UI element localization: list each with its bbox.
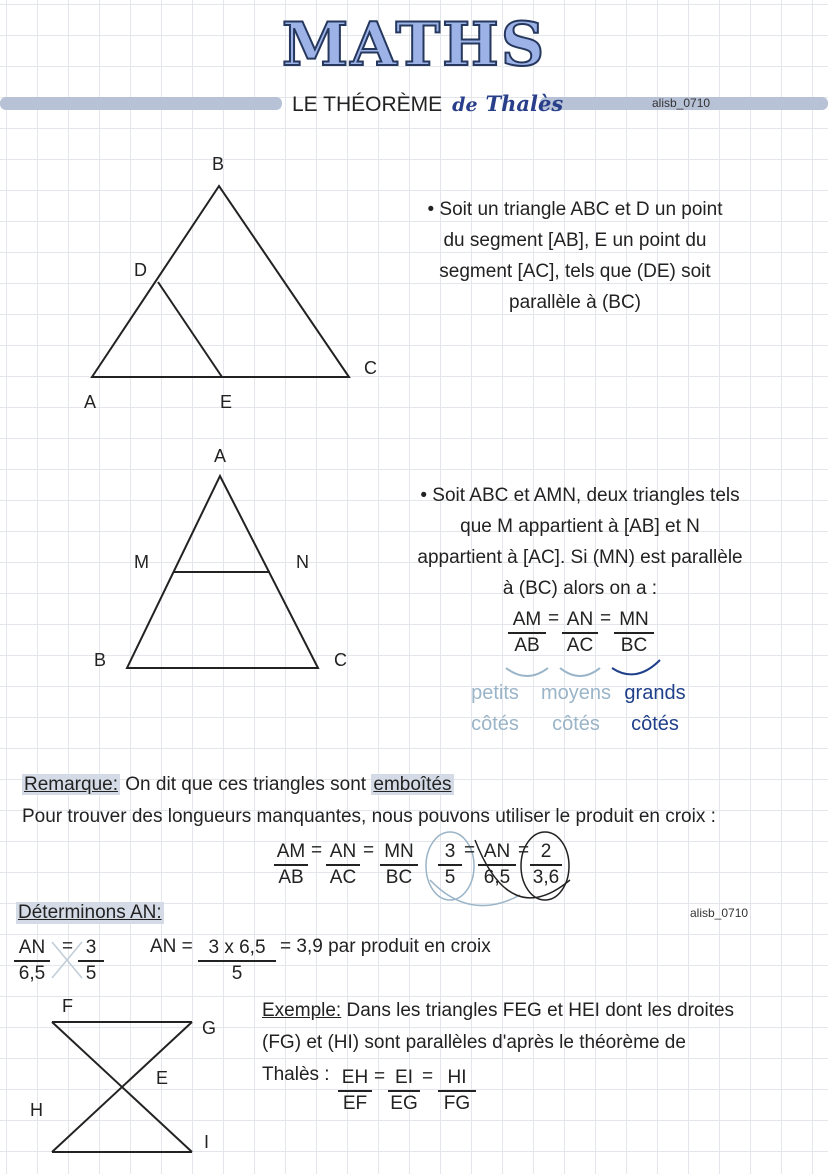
fraction-denominator: AC	[329, 867, 357, 888]
fraction-denominator: EG	[390, 1093, 418, 1114]
arc-moyens	[560, 668, 600, 676]
figure1-line: du segment [AB], E un point du	[443, 230, 707, 251]
fraction-denominator: AC	[566, 635, 594, 656]
point-label-a1: A	[84, 392, 97, 412]
figure2-line: à (BC) alors on a :	[502, 578, 658, 599]
fraction-denominator: 5	[231, 963, 243, 984]
fraction-denominator: BC	[620, 635, 648, 656]
fraction-am-ab-2	[274, 840, 308, 890]
fraction-numerator: 3	[78, 936, 104, 962]
point-label-i: I	[204, 1132, 210, 1152]
figure2-line: • Soit ABC et AMN, deux triangles tels	[420, 485, 740, 506]
figure1-line: parallèle à (BC)	[509, 292, 641, 313]
remarque-emphasis: emboîtés	[373, 774, 452, 795]
fraction-3-5-right	[78, 936, 104, 986]
point-label-b2: B	[94, 650, 107, 670]
figure1-line: • Soit un triangle ABC et D un point	[427, 199, 723, 220]
caption-grands	[620, 678, 690, 740]
remarque-text: On dit que ces triangles sont	[125, 774, 367, 795]
fraction-2-36	[530, 840, 562, 890]
fraction-an-ac	[562, 608, 598, 658]
page-title: MATHS	[281, 10, 547, 80]
point-label-e: E	[220, 392, 233, 412]
equals-sign: =	[422, 1066, 434, 1087]
point-label-g: G	[202, 1018, 217, 1038]
fraction-numerator: 3 x 6,5	[198, 936, 276, 962]
caption-line: petits	[471, 682, 519, 704]
fraction-an-65	[478, 840, 516, 890]
point-label-b1: B	[212, 154, 225, 174]
point-label-n: N	[296, 552, 309, 572]
fraction-numerator: AN	[478, 840, 516, 866]
fraction-denominator: 6,5	[18, 963, 46, 984]
exemple-line-3: Thalès :	[262, 1064, 330, 1085]
figure2-line: que M appartient à [AB] et N	[460, 516, 700, 537]
arc-grands	[612, 660, 660, 674]
caption-line: côtés	[471, 713, 519, 735]
caption-petits	[462, 678, 528, 740]
remarque-line	[22, 774, 454, 796]
fraction-denominator: FG	[443, 1093, 471, 1114]
fraction-3-5	[438, 840, 462, 890]
equals-sign: =	[548, 608, 560, 629]
fraction-mn-bc-2	[380, 840, 418, 890]
point-label-a2: A	[214, 446, 227, 466]
exemple-line-1	[262, 1000, 734, 1022]
fraction-denominator: EF	[342, 1093, 368, 1114]
equals-sign: =	[600, 608, 612, 629]
fraction-numerator: AN	[326, 840, 360, 866]
fraction-numerator: MN	[380, 840, 418, 866]
triangle-abc-figure1	[92, 186, 349, 377]
fraction-numerator: AN	[562, 608, 598, 634]
equals-sign: =	[518, 840, 530, 861]
fraction-denominator: AB	[278, 867, 304, 888]
segment-de	[158, 282, 222, 377]
fraction-numerator: 2	[530, 840, 562, 866]
caption-line: côtés	[631, 713, 679, 735]
figure2-description	[380, 480, 780, 604]
determinons-title: Déterminons AN:	[18, 902, 162, 923]
fraction-result	[198, 936, 276, 986]
point-label-f: F	[62, 996, 73, 1016]
fraction-denominator: 5	[85, 963, 97, 984]
point-label-m: M	[134, 552, 149, 572]
fraction-denominator: AB	[514, 635, 540, 656]
equals-sign: =	[311, 840, 323, 861]
fraction-denominator: BC	[385, 867, 413, 888]
fraction-numerator: HI	[438, 1066, 476, 1092]
fraction-numerator: AM	[274, 840, 308, 866]
result-post: = 3,9 par produit en croix	[280, 936, 491, 957]
fraction-am-ab	[508, 608, 546, 658]
exemple-label: Exemple:	[262, 1000, 342, 1021]
fraction-numerator: MN	[614, 608, 654, 634]
result-pre: AN =	[150, 936, 193, 957]
fraction-numerator: EH	[338, 1066, 372, 1092]
fraction-mn-bc	[614, 608, 654, 658]
subtitle-name: Thalès	[485, 91, 564, 116]
fraction-ei-eg	[388, 1066, 420, 1116]
point-label-h: H	[30, 1100, 43, 1120]
author-handle: alisb_0710	[652, 96, 711, 110]
remarque-label: Remarque:	[24, 774, 118, 795]
exemple-line-2: (FG) et (HI) sont parallèles d'après le théorème de	[262, 1032, 686, 1053]
point-label-e3: E	[156, 1068, 169, 1088]
author-handle-2: alisb_0710	[690, 906, 749, 920]
fraction-an-65-left	[14, 936, 50, 986]
fraction-numerator: AM	[508, 608, 546, 634]
arc-petits	[506, 668, 548, 676]
triangle-abc-figure2	[127, 476, 318, 668]
fraction-denominator: 5	[444, 867, 456, 888]
fraction-hi-fg	[438, 1066, 476, 1116]
butterfly-figure	[52, 1022, 192, 1152]
equals-sign: =	[374, 1066, 386, 1087]
fraction-denominator: 3,6	[532, 867, 560, 888]
subtitle-pre: LE THÉORÈME	[292, 93, 443, 116]
equals-sign: =	[464, 840, 476, 861]
subtitle-de: de	[452, 94, 478, 116]
caption-line: grands	[624, 682, 686, 704]
caption-line: côtés	[552, 713, 600, 735]
fraction-eh-ef	[338, 1066, 372, 1116]
figure1-line: segment [AC], tels que (DE) soit	[439, 261, 711, 282]
figure2-line: appartient à [AC]. Si (MN) est parallèle	[417, 547, 743, 568]
equals-sign: =	[363, 840, 375, 861]
fraction-numerator: 3	[438, 840, 462, 866]
fraction-numerator: AN	[14, 936, 50, 962]
equals-sign: =	[62, 936, 74, 957]
fraction-numerator: EI	[388, 1066, 420, 1092]
point-label-c1: C	[364, 358, 377, 378]
caption-moyens	[540, 678, 612, 740]
triangle-abc	[92, 186, 349, 377]
remarque-line-2: Pour trouver des longueurs manquantes, nous pouvons utiliser le produit en croix :	[22, 806, 716, 827]
point-label-c2: C	[334, 650, 347, 670]
fraction-denominator: 6,5	[483, 867, 511, 888]
caption-line: moyens	[540, 682, 612, 704]
point-label-d: D	[134, 260, 147, 280]
figure1-description	[390, 194, 760, 318]
fraction-an-ac-2	[326, 840, 360, 890]
exemple-text: Dans les triangles FEG et HEI dont les droites	[346, 1000, 735, 1021]
